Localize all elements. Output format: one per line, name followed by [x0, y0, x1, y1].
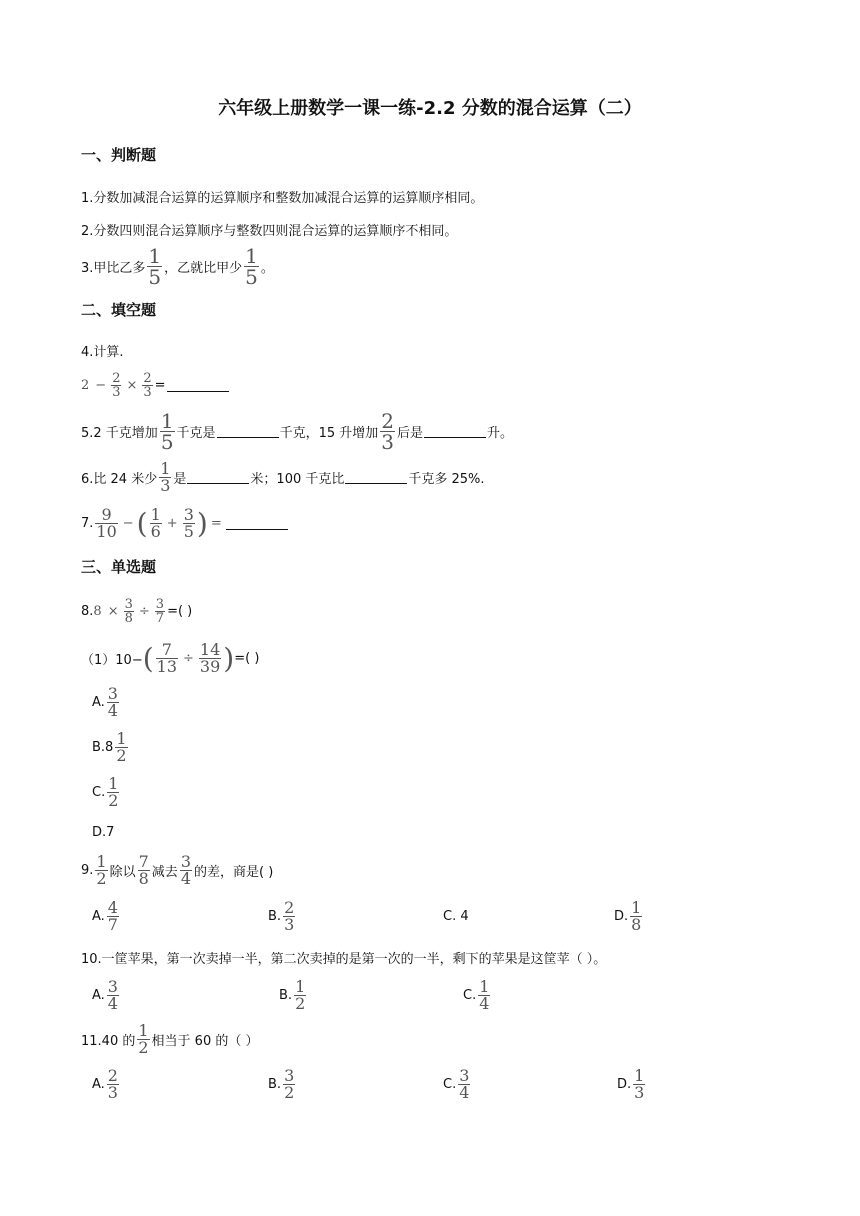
question-1: 1.分数加减混合运算的运算顺序和整数加减混合运算的运算顺序相同。 [81, 191, 484, 206]
q11-option-a[interactable]: A. $\frac{2}{3}$ [92, 1066, 118, 1102]
q8-option-a[interactable]: A. $\frac{3}{4}$ [92, 684, 118, 720]
q5-fraction-1: $\frac{1}{5}$ [160, 409, 174, 454]
q8-fraction-1: $\frac{3}{8}$ [124, 597, 133, 626]
q8-option-b[interactable]: B.8 $\frac{1}{2}$ [92, 729, 127, 765]
q11-option-d[interactable]: D. $\frac{1}{3}$ [617, 1066, 645, 1102]
question-4-expression: 2 − $\frac{2}{3}$ × $\frac{2}{3}$ = [81, 372, 230, 399]
answer-blank[interactable] [226, 517, 288, 530]
q9-fraction-2: $\frac{7}{8}$ [138, 852, 149, 888]
q7-fraction-1: $\frac{9}{10}$ [96, 505, 117, 541]
question-7: 7. $\frac{9}{10}$ − ( $\frac{1}{6}$ + $\frac{3}{5}$ ) = [81, 507, 289, 540]
q3-mid: ，乙就比甲少 [164, 261, 243, 276]
q3-end: 。 [260, 261, 274, 276]
answer-blank[interactable] [167, 379, 229, 392]
answer-blank[interactable] [345, 471, 407, 484]
answer-blank[interactable] [187, 471, 249, 484]
q4-fraction-2: $\frac{2}{3}$ [143, 371, 152, 400]
question-2: 2.分数四则混合运算顺序与整数四则混合运算的运算顺序不相同。 [81, 224, 458, 239]
q8-sub-fraction-2: $\frac{14}{39}$ [199, 640, 221, 676]
q8-option-c[interactable]: C. $\frac{1}{2}$ [92, 774, 119, 810]
q8-fraction-2: $\frac{3}{7}$ [155, 597, 165, 626]
q10-option-c[interactable]: C. $\frac{1}{4}$ [463, 977, 490, 1013]
q11-option-c[interactable]: C. $\frac{3}{4}$ [443, 1066, 470, 1102]
q5-fraction-2: $\frac{2}{3}$ [381, 409, 394, 454]
question-8: 8. 8 × $\frac{3}{8}$ ÷ $\frac{3}{7}$ =( ) [81, 597, 193, 626]
question-11: 11.40 的 $\frac{1}{2}$ 相当于 60 的（ ） [81, 1021, 259, 1057]
q9-option-b[interactable]: B. $\frac{2}{3}$ [268, 898, 295, 934]
q9-fraction-3: $\frac{3}{4}$ [180, 852, 191, 888]
q3-fraction-2: $\frac{1}{5}$ [245, 244, 258, 289]
q11-option-b[interactable]: B. $\frac{3}{2}$ [268, 1066, 295, 1102]
section-heading-judgement: 一、判断题 [81, 146, 157, 164]
question-4-label: 4.计算. [81, 345, 124, 360]
q10-option-a[interactable]: A. $\frac{3}{4}$ [92, 977, 118, 1013]
q9-option-a[interactable]: A. $\frac{4}{7}$ [92, 898, 118, 934]
answer-blank[interactable] [424, 425, 486, 438]
q7-fraction-3: $\frac{3}{5}$ [183, 505, 194, 541]
q6-fraction-1: $\frac{1}{3}$ [160, 459, 171, 495]
q3-prefix: 3.甲比乙多 [81, 261, 146, 276]
q10-option-b[interactable]: B. $\frac{1}{2}$ [279, 977, 306, 1013]
section-heading-fill: 二、填空题 [81, 301, 157, 319]
question-3 [81, 246, 274, 287]
q11-fraction-1: $\frac{1}{2}$ [138, 1021, 149, 1057]
q3-fraction-1: $\frac{1}{5}$ [148, 244, 162, 289]
q8-option-d[interactable]: D.7 [92, 825, 115, 840]
question-5: 5.2 千克增加 $\frac{1}{5}$ 千克是 千克，15 升增加 $\frac{2}{3}$ 后是 升。 [81, 409, 514, 454]
question-8-sub: （1）10− ( $\frac{7}{13}$ ÷ $\frac{14}{39}$ ) =( ) [81, 640, 260, 676]
section-heading-choice: 三、单选题 [81, 558, 157, 576]
q4-fraction-1: $\frac{2}{3}$ [112, 371, 121, 400]
q8-sub-fraction-1: $\frac{7}{13}$ [156, 640, 178, 676]
q9-option-d[interactable]: D. $\frac{1}{8}$ [614, 898, 642, 934]
q9-option-c[interactable]: C. 4 [443, 909, 469, 924]
q9-fraction-1: $\frac{1}{2}$ [96, 852, 107, 888]
page-title: 六年级上册数学一课一练-2.2 分数的混合运算（二） [218, 98, 642, 119]
question-6: 6.比 24 米少 $\frac{1}{3}$ 是 米；100 千克比 千克多 25%. [81, 459, 485, 495]
question-10: 10.一筐苹果，第一次卖掉一半，第二次卖掉的是第一次的一半，剩下的苹果是这筐苹（ ）。 [81, 952, 607, 967]
question-9: 9. $\frac{1}{2}$ 除以 $\frac{7}{8}$ 减去 $\frac{3}{4}$ 的差，商是( ) [81, 852, 274, 888]
answer-blank[interactable] [217, 425, 279, 438]
q7-fraction-2: $\frac{1}{6}$ [150, 505, 161, 541]
